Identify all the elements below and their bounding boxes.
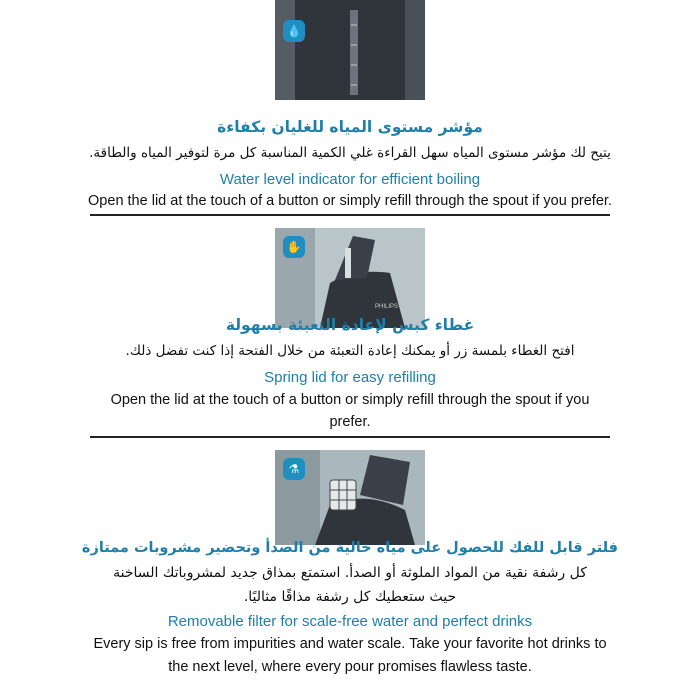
english-body-1: Open the lid at the touch of a button or simply refill through the spout if you prefer. <box>88 193 612 209</box>
kettle-filter-image <box>275 450 425 545</box>
product-brand-text: PHILIPS <box>375 304 399 310</box>
english-title-1: Water level indicator for efficient boiling <box>219 171 481 188</box>
english-body-3-line2: the next level, where every pour promises flawless taste. <box>168 659 532 675</box>
english-title-3: Removable filter for scale-free water and perfect drinks <box>167 613 533 630</box>
english-title-2: Spring lid for easy refilling <box>264 369 436 386</box>
filter-icon: ⚗ <box>283 458 305 480</box>
arabic-title-3: فلتر قابل للفك للحصول على مياه خالية من الصدأ وتحضير مشروبات ممتازة <box>81 540 619 556</box>
english-body-2-line2: prefer. <box>329 414 371 430</box>
arabic-body-3-line2: حيث ستعطيك كل رشفة مذاقًا مثاليًا. <box>243 589 457 605</box>
arabic-body-2: افتح الغطاء بلمسة زر أو يمكنك إعادة التعبئة من خلال الفتحة إذا كنت تفضل ذلك. <box>125 343 575 359</box>
english-body-3-line1: Every sip is free from impurities and water scale. Take your favorite hot drinks to <box>93 636 607 652</box>
divider-1 <box>90 214 610 216</box>
english-body-2-line1: Open the lid at the touch of a button or simply refill through the spout if you <box>110 392 590 408</box>
water-level-icon: 💧 <box>283 20 305 42</box>
divider-2 <box>90 436 610 438</box>
arabic-body-1: يتيح لك مؤشر مستوى المياه سهل القراءة غلي الكمية المناسبة كل مرة لتوفير المياه والطاقة. <box>89 145 611 161</box>
kettle-body-graphic <box>275 0 425 100</box>
lid-press-icon: ✋ <box>283 236 305 258</box>
kettle-lid-image <box>275 228 425 328</box>
arabic-title-2: غطاء كبس لإعادة التعبئة بسهولة <box>225 316 475 334</box>
arabic-body-3-line1: كل رشفة نقية من المواد الملوثة أو الصدأ. استمتع بمذاق جديد لمشروباتك الساخنة <box>113 565 587 581</box>
kettle-water-level-image <box>275 0 425 100</box>
arabic-title-1: مؤشر مستوى المياه للغليان بكفاءة <box>217 118 483 136</box>
